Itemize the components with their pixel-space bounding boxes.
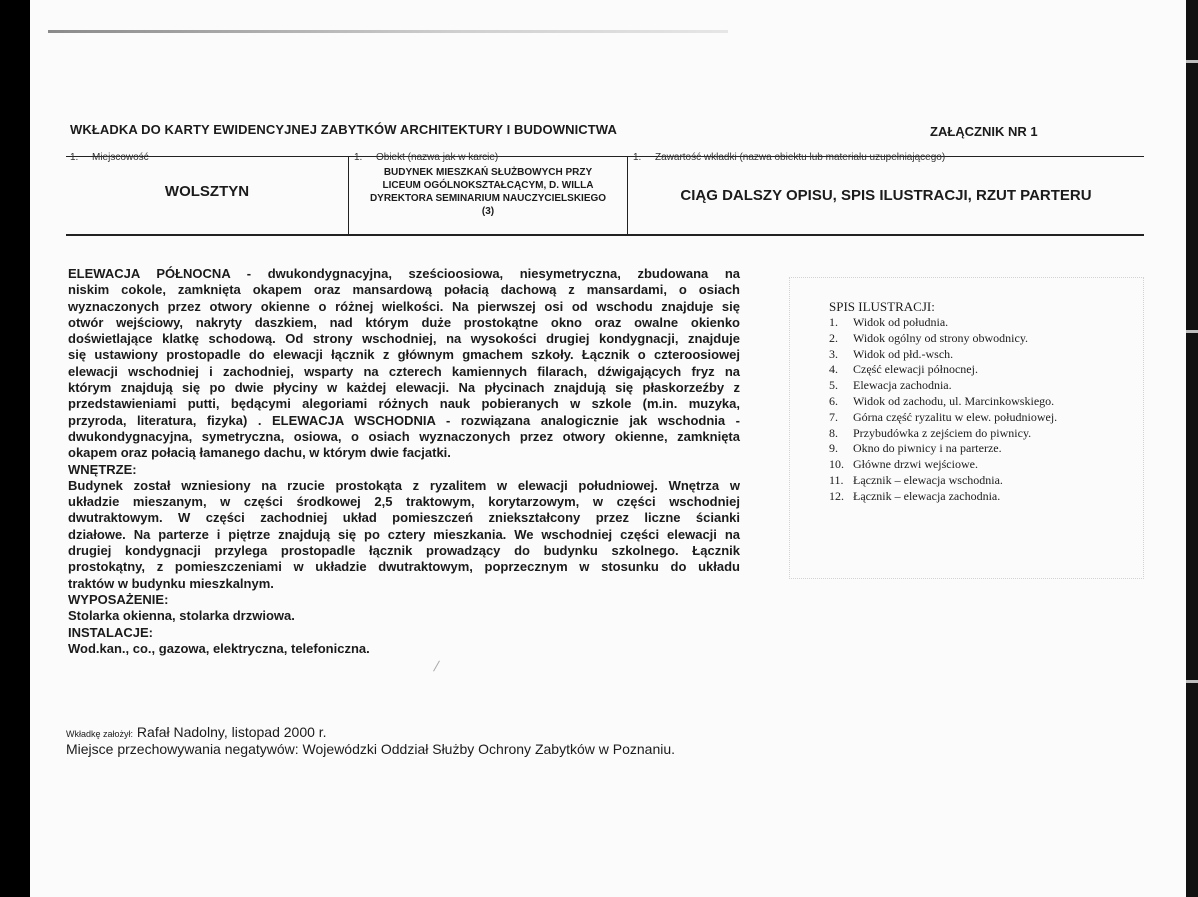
- illustration-text: Widok od południa.: [853, 315, 949, 329]
- illustration-text: Widok od zachodu, ul. Marcinkowskiego.: [853, 393, 1055, 408]
- object-field-label: 1. Obiekt (nazwa jak w karcie): [354, 152, 499, 163]
- description-line: otwór wejściowy, nakryty daszkiem, nad którym duże prostokątne okno oraz owalne okienko: [68, 314, 740, 330]
- author-line: [66, 724, 327, 740]
- author-value: Rafał Nadolny, listopad 2000 r.: [136, 724, 327, 740]
- object-line: LICEUM OGÓLNOKSZTAŁCĄCYM, D. WILLA: [382, 180, 594, 191]
- description-line: którym znajdują się po dwie płyciny w każdej elewacji. Na płycinach znajdują się płaskorzeźby z: [68, 380, 740, 396]
- place-field-label: 1. Miejscowość: [70, 152, 149, 163]
- scan-edge-mark: [1186, 330, 1198, 333]
- annex-number: ZAŁĄCZNIK NR 1: [930, 124, 1038, 139]
- description-line: przyroda, literatura, fizyka) . ELEWACJA WSCHODNIA - rozwiązana analogicznie jak wschodnia -: [68, 412, 740, 428]
- object-line: (3): [481, 206, 495, 217]
- illustration-number: 3.: [829, 346, 838, 361]
- object-value: [350, 166, 626, 218]
- description-line: doświetlające klatkę schodową. Od strony wschodniej, na wysokości drugiej kondygnacji, znajduje: [68, 331, 740, 347]
- form-divider: [348, 156, 349, 234]
- scan-artifact-line: [48, 30, 728, 33]
- illustration-number: 7.: [829, 409, 838, 424]
- description-line: ELEWACJA PÓŁNOCNA - dwukondygnacyjna, sześcioosiowa, niesymetryczna, zbudowana na: [68, 266, 740, 281]
- form-top-rule: [66, 156, 1144, 157]
- illustration-number: 2.: [829, 330, 838, 345]
- description-line: Budynek został wzniesiony na rzucie prostokąta z ryzalitem w elewacji południowej. Wnętrza w: [68, 477, 740, 493]
- illustration-item: [829, 410, 1057, 426]
- illustrations-title: SPIS ILUSTRACJI:: [829, 299, 935, 314]
- object-line: BUDYNEK MIESZKAŃ SŁUŻBOWYCH PRZY: [383, 167, 593, 178]
- illustration-item: [829, 426, 1057, 442]
- illustration-item: [829, 394, 1057, 410]
- description-line: prostokątny, z pomieszczeniami w układzie dwutraktowym, poprzecznym w stosunku do układu: [68, 559, 740, 575]
- illustration-item: [829, 378, 1057, 394]
- description-line: niskim cokole, zamknięta okapem oraz mansardową połacią dachową z mansardami, o osiach: [68, 282, 740, 298]
- description-line: przedstawieniami putti, będącymi alegoriami różnych nauk pobieranych w szkole (m.in. muzyka,: [68, 396, 740, 412]
- illustration-item: [829, 457, 1057, 473]
- illustration-text: Łącznik – elewacja zachodnia.: [853, 488, 1001, 503]
- illustration-number: 9.: [829, 441, 838, 456]
- place-value: WOLSZTYN: [164, 183, 250, 200]
- scan-edge-mark: [1186, 680, 1198, 683]
- illustration-number: 8.: [829, 425, 838, 440]
- description-line: wyznaczonych przez otwory okienne o różnej wielkości. Na pierwszej osi od wschodu znajduje się: [68, 298, 740, 314]
- illustrations-list: [829, 315, 1057, 505]
- illustration-text: Przybudówka z zejściem do piwnicy.: [853, 425, 1032, 440]
- illustration-item: [829, 331, 1057, 347]
- illustration-number: 1.: [829, 315, 838, 329]
- description-line: dwukondygnacyjna, symetryczna, osiowa, o osiach wyznaczonych przez otwory okienne, zamknięta: [68, 428, 740, 444]
- illustration-item: [829, 473, 1057, 489]
- description-line: WYPOSAŻENIE:: [68, 591, 169, 607]
- illustration-text: Elewacja zachodnia.: [853, 378, 952, 393]
- description-text: [68, 266, 740, 657]
- illustration-number: 5.: [829, 378, 838, 393]
- negatives-storage: Miejsce przechowywania negatywów: Wojewódzki Oddział Służby Ochrony Zabytków w Poznaniu.: [66, 741, 676, 757]
- illustration-text: Górna część ryzalitu w elew. południowej.: [853, 409, 1058, 424]
- scan-edge: [1186, 0, 1198, 897]
- content-field-label: 1. Zawartość wkładki (nazwa obiektu lub materiału uzupełniającego): [633, 152, 946, 163]
- description-line: układzie mieszanym, w części środkowej 2,5 traktowym, korytarzowym, w części wschodniej: [68, 494, 740, 510]
- description-line: Stolarka okienna, stolarka drzwiowa.: [68, 608, 295, 624]
- illustration-item: [829, 347, 1057, 363]
- description-line: okapem oraz połacią łamanego dachu, w którym dwie facjatki.: [68, 445, 451, 461]
- object-line: DYREKTORA SEMINARIUM NAUCZYCIELSKIEGO: [369, 193, 607, 204]
- illustration-text: Okno do piwnicy i na parterze.: [853, 441, 1002, 456]
- illustration-item: [829, 489, 1057, 505]
- illustration-item: [829, 441, 1057, 457]
- illustration-item: [829, 315, 1057, 331]
- description-line: się ustawiony prostopadle do elewacji łącznik z głównym gmachem szkoły. Łącznik o czteroosiowej: [68, 347, 740, 363]
- description-line: Wod.kan., co., gazowa, elektryczna, telefoniczna.: [68, 640, 370, 656]
- author-label: Wkładkę założył:: [66, 729, 134, 739]
- form-title: WKŁADKA DO KARTY EWIDENCYJNEJ ZABYTKÓW ARCHITEKTURY I BUDOWNICTWA: [70, 122, 617, 137]
- description-line: traktów w budynku mieszkalnym.: [68, 575, 274, 591]
- illustration-text: Główne drzwi wejściowe.: [853, 457, 978, 472]
- description-line: działowe. Na parterze i piętrze znajdują się po cztery mieszkania. We wschodniej części elewacji na: [68, 526, 740, 542]
- description-line: WNĘTRZE:: [68, 461, 137, 477]
- illustration-text: Część elewacji północnej.: [853, 362, 978, 377]
- illustration-text: Widok ogólny od strony obwodnicy.: [853, 330, 1029, 345]
- illustration-number: 11.: [829, 472, 844, 487]
- description-line: dwutraktowym. W części zachodniej układ pomieszczeń zniekształcony przez liczne ścianki: [68, 510, 740, 526]
- content-value: CIĄG DALSZY OPISU, SPIS ILUSTRACJI, RZUT PARTERU: [680, 187, 1092, 204]
- illustration-number: 10.: [829, 457, 844, 472]
- illustration-text: Łącznik – elewacja wschodnia.: [853, 472, 1003, 487]
- description-line: drugiej kondygnacji przylega prostopadle łącznik prowadzący do budynku szkolnego. Łącznik: [68, 543, 740, 559]
- description-line: elewacji wschodniej i zachodniej, wsparty na czterech kamiennych filarach, dźwigających fryz na: [68, 363, 740, 379]
- form-bottom-rule: [66, 234, 1144, 236]
- scan-edge-mark: [1186, 60, 1198, 63]
- illustration-text: Widok od płd.-wsch.: [853, 346, 954, 361]
- illustration-number: 6.: [829, 393, 838, 408]
- illustration-number: 4.: [829, 362, 838, 377]
- illustration-item: [829, 362, 1057, 378]
- description-line: INSTALACJE:: [68, 624, 153, 640]
- illustration-number: 12.: [829, 488, 844, 503]
